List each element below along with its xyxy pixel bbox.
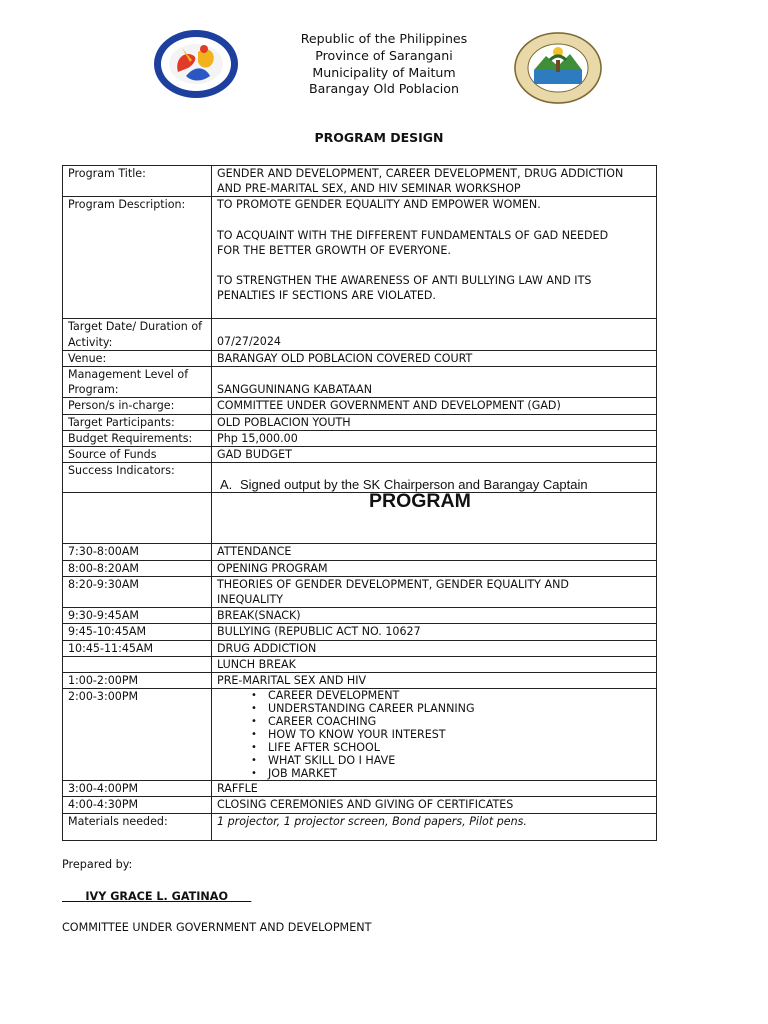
row-budget [63, 430, 657, 446]
time-cell: 9:45-10:45AM [63, 624, 212, 640]
schedule-row [63, 640, 657, 656]
list-item: • CAREER COACHING [251, 715, 651, 728]
row-persons-in-charge [63, 398, 657, 414]
schedule-row [63, 576, 657, 607]
schedule-row [63, 544, 657, 560]
value-cell: GAD BUDGET [212, 447, 657, 463]
time-cell [63, 656, 212, 672]
value-cell: TO PROMOTE GENDER EQUALITY AND EMPOWER WOMEN. TO ACQUAINT WITH THE DIFFERENT FUNDAMENTALS OF GAD NEEDED FOR THE BETTER GROWTH OF EVERYONE. TO STRENGTHEN THE AWARENESS OF ANTI BULLYING LAW AND ITS PENALTIES IF SECTIONS ARE VIOLATED. [212, 197, 657, 319]
label-cell: Program Title: [63, 166, 212, 197]
success-indicator-text: Signed output by the SK Chairperson and Barangay Captain [240, 477, 588, 493]
program-design-table [62, 165, 657, 841]
activity-cell: DRUG ADDICTION [212, 640, 657, 656]
label-cell: Target Date/ Duration of Activity: [63, 319, 212, 350]
list-item: • WHAT SKILL DO I HAVE [251, 754, 651, 767]
schedule-row [63, 608, 657, 624]
row-source-of-funds [63, 447, 657, 463]
value-cell: OLD POBLACION YOUTH [212, 414, 657, 430]
row-management-level [63, 367, 657, 398]
activity-cell: THEORIES OF GENDER DEVELOPMENT, GENDER EQUALITY AND INEQUALITY [212, 576, 657, 607]
schedule-row [63, 797, 657, 813]
time-cell: 8:00-8:20AM [63, 560, 212, 576]
time-cell: 2:00-3:00PM [63, 689, 212, 781]
label-cell: Source of Funds [63, 447, 212, 463]
row-target-participants [63, 414, 657, 430]
value-cell: 1 projector, 1 projector screen, Bond papers, Pilot pens. [212, 813, 657, 840]
header-barangay: Barangay Old Poblacion [309, 81, 459, 97]
activity-cell: CLOSING CEREMONIES AND GIVING OF CERTIFICATES [212, 797, 657, 813]
list-item: • CAREER DEVELOPMENT [251, 689, 651, 702]
value-cell: COMMITTEE UNDER GOVERNMENT AND DEVELOPMENT (GAD) [212, 398, 657, 414]
activity-cell [212, 689, 657, 781]
schedule-row [63, 673, 657, 689]
program-heading: PROGRAM [212, 493, 657, 544]
row-success-indicators [63, 463, 657, 493]
committee-name: COMMITTEE UNDER GOVERNMENT AND DEVELOPMENT [62, 921, 372, 934]
row-target-date [63, 319, 657, 350]
time-cell: 1:00-2:00PM [63, 673, 212, 689]
time-cell: 7:30-8:00AM [63, 544, 212, 560]
header-municipality: Municipality of Maitum [312, 64, 456, 80]
signatory-name: IVY GRACE L. GATINAO [85, 890, 228, 903]
time-cell: 8:20-9:30AM [63, 576, 212, 607]
empty-cell [63, 493, 212, 544]
prepared-by-label: Prepared by: [62, 858, 133, 871]
document-title: PROGRAM DESIGN [314, 130, 444, 145]
label-cell: Target Participants: [63, 414, 212, 430]
value-cell [212, 463, 657, 493]
value-cell: Php 15,000.00 [212, 430, 657, 446]
activity-cell: RAFFLE [212, 781, 657, 797]
row-materials [63, 813, 657, 840]
time-cell: 9:30-9:45AM [63, 608, 212, 624]
label-cell: Management Level of Program: [63, 367, 212, 398]
label-cell: Program Description: [63, 197, 212, 319]
time-cell: 4:00-4:30PM [63, 797, 212, 813]
time-cell: 10:45-11:45AM [63, 640, 212, 656]
value-cell: GENDER AND DEVELOPMENT, CAREER DEVELOPMENT, DRUG ADDICTION AND PRE-MARITAL SEX, AND HIV SEMINAR WORKSHOP [212, 166, 657, 197]
schedule-row [63, 624, 657, 640]
schedule-row-career [63, 689, 657, 781]
activity-cell: OPENING PROGRAM [212, 560, 657, 576]
list-item: • HOW TO KNOW YOUR INTEREST [251, 728, 651, 741]
career-topics-list [217, 689, 651, 780]
list-letter: A. [220, 477, 233, 493]
activity-cell: BULLYING (REPUBLIC ACT NO. 10627 [212, 624, 657, 640]
schedule-row [63, 656, 657, 672]
label-cell: Success Indicators: [63, 463, 212, 493]
activity-cell: ATTENDANCE [212, 544, 657, 560]
row-program-heading [63, 493, 657, 544]
schedule-row [63, 781, 657, 797]
value-cell: 07/27/2024 [212, 319, 657, 350]
label-cell: Venue: [63, 350, 212, 366]
value-cell: BARANGAY OLD POBLACION COVERED COURT [212, 350, 657, 366]
list-item: • JOB MARKET [251, 767, 651, 780]
activity-cell: LUNCH BREAK [212, 656, 657, 672]
letterhead [0, 31, 768, 98]
header-province: Province of Sarangani [315, 47, 453, 63]
value-cell: SANGGUNINANG KABATAAN [212, 367, 657, 398]
label-cell: Budget Requirements: [63, 430, 212, 446]
time-cell: 3:00-4:00PM [63, 781, 212, 797]
activity-cell: PRE-MARITAL SEX AND HIV [212, 673, 657, 689]
row-venue [63, 350, 657, 366]
label-cell: Materials needed: [63, 813, 212, 840]
schedule-row [63, 560, 657, 576]
label-cell: Person/s in-charge: [63, 398, 212, 414]
row-program-description [63, 197, 657, 319]
activity-cell: BREAK(SNACK) [212, 608, 657, 624]
list-item: • UNDERSTANDING CAREER PLANNING [251, 702, 651, 715]
row-program-title [63, 166, 657, 197]
header-republic: Republic of the Philippines [300, 31, 468, 46]
list-item: • LIFE AFTER SCHOOL [251, 741, 651, 754]
